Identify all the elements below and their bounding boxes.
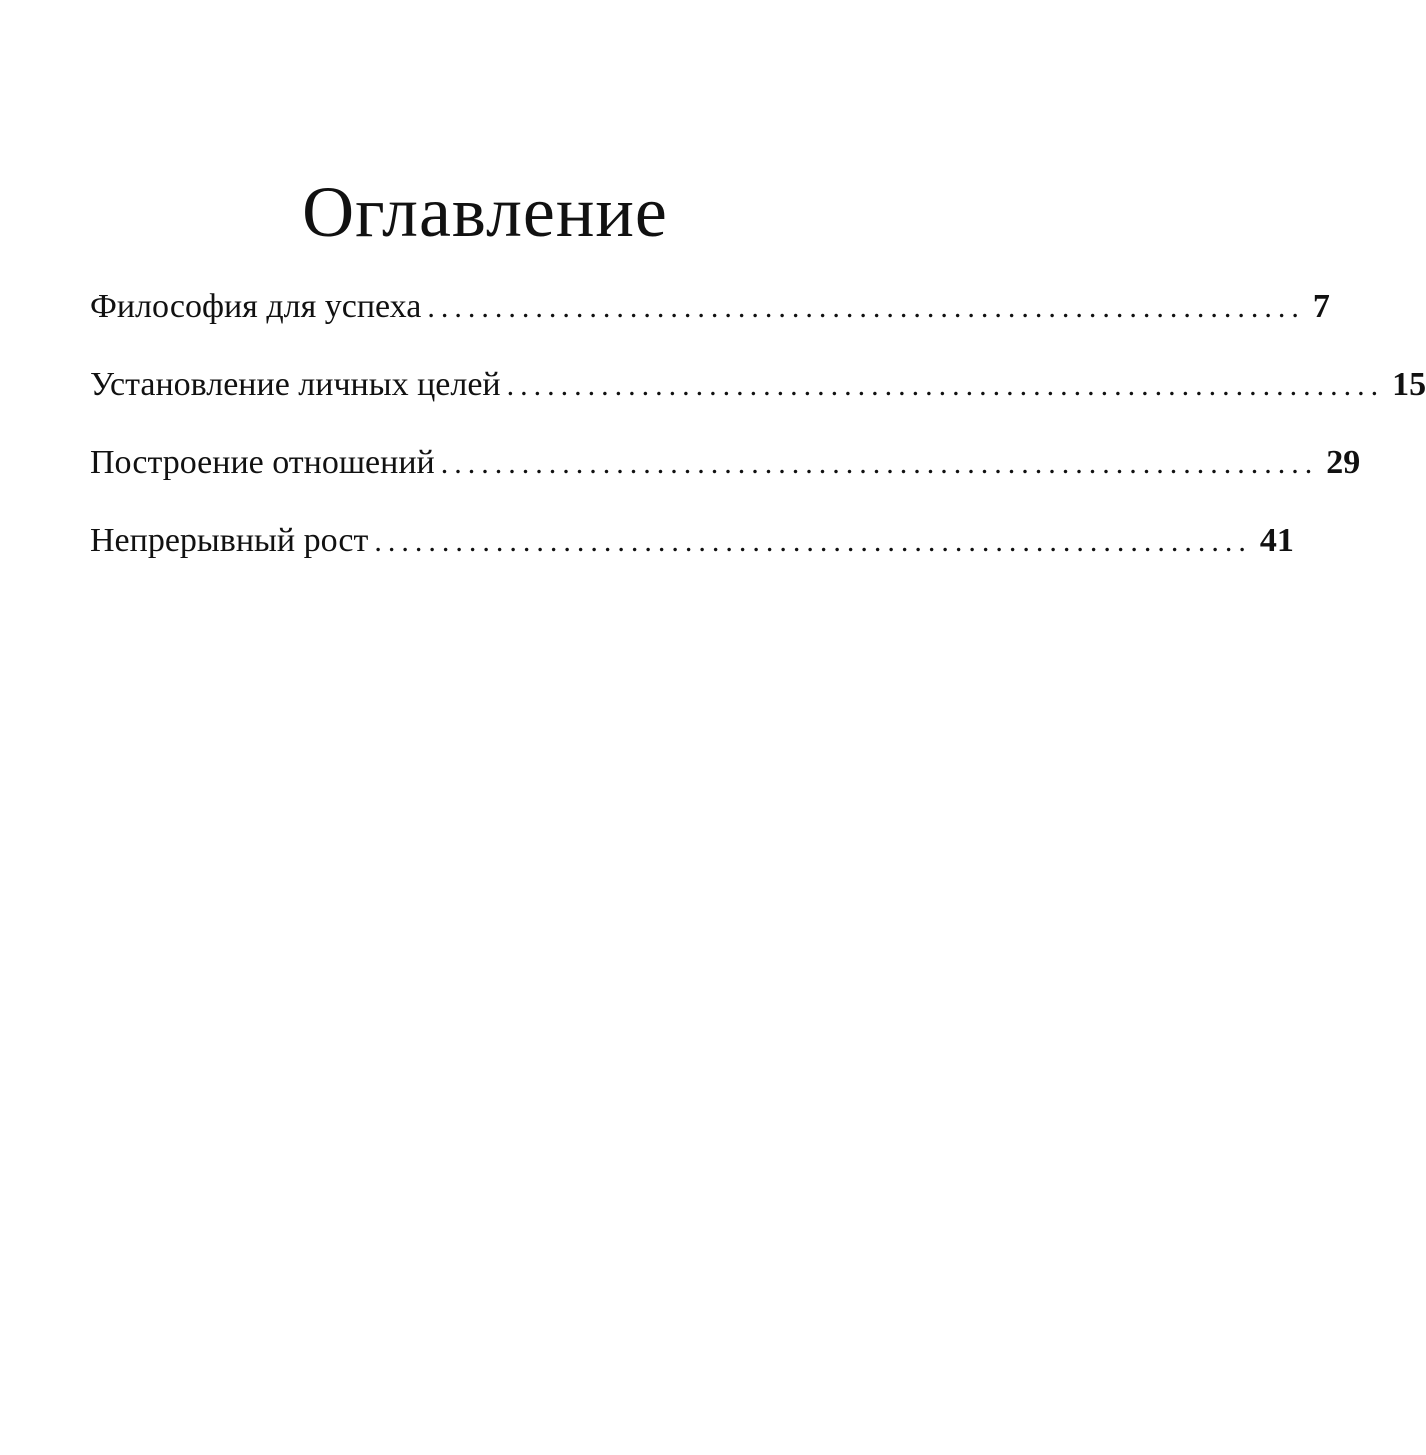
- dot-leader: .................................................................: [506, 369, 1385, 402]
- dot-leader: .................................................................: [440, 447, 1319, 480]
- toc-entry-title: Философия для успеха: [90, 288, 422, 325]
- toc-entry-title: Построение отношений: [90, 444, 435, 481]
- toc-entry: [90, 444, 1361, 524]
- dot-leader: .................................................................: [427, 291, 1305, 324]
- toc-entry: [90, 366, 1426, 446]
- toc-page-number: 15: [1392, 366, 1426, 403]
- toc-entry-title: Непрерывный рост: [90, 522, 369, 559]
- table-of-contents: [90, 288, 1426, 602]
- toc-entry: [90, 522, 1294, 602]
- toc-page-number: 29: [1326, 444, 1361, 481]
- page-title: Оглавление: [302, 172, 668, 253]
- toc-entry: [90, 288, 1330, 368]
- dot-leader: .................................................................: [374, 525, 1252, 558]
- toc-page-number: 41: [1259, 522, 1294, 559]
- toc-entry-title: Установление личных целей: [90, 366, 501, 403]
- toc-page-number: 7: [1312, 288, 1330, 325]
